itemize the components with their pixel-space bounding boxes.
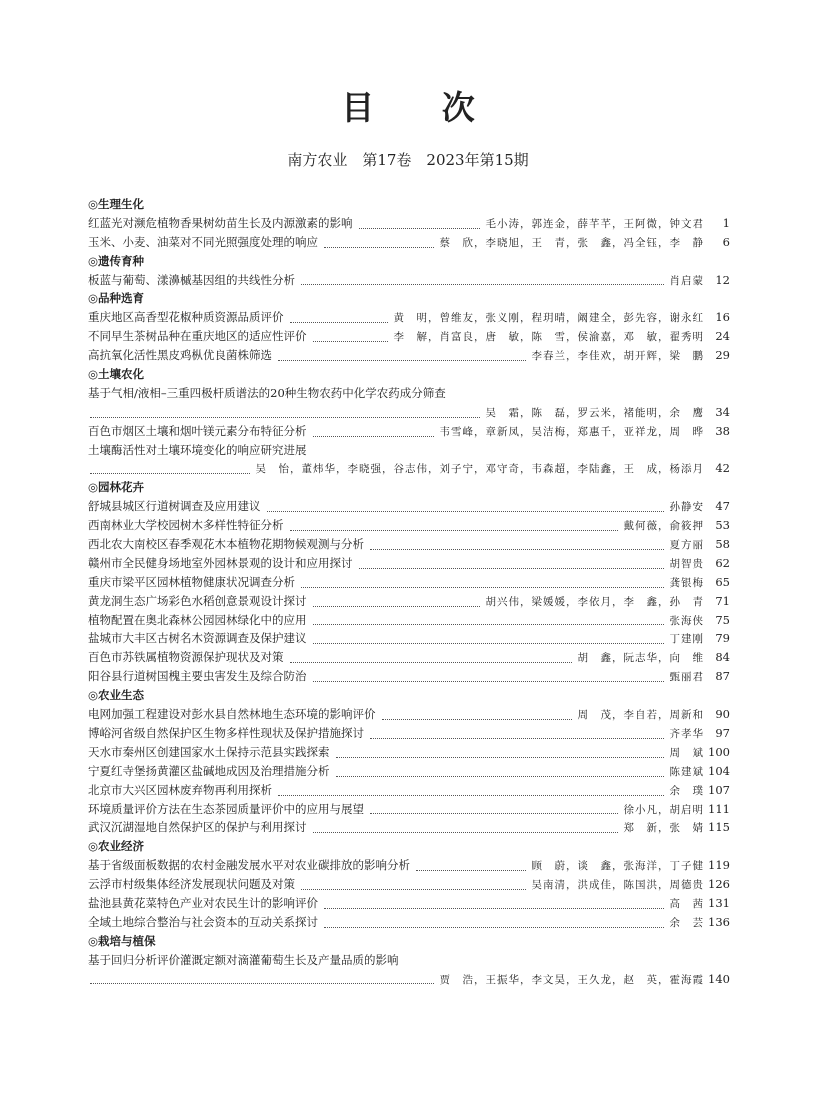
toc-entry-continuation[interactable] — [88, 970, 730, 989]
section-heading: ◎农业经济 — [88, 839, 145, 854]
toc-entry[interactable] — [88, 327, 730, 346]
entry-authors: 胡 鑫，阮志华，向 维 — [577, 652, 704, 665]
toc-entry[interactable] — [88, 573, 730, 592]
dot-leader — [267, 511, 664, 512]
entry-page: 42 — [715, 461, 730, 476]
toc-entry-continuation[interactable] — [88, 459, 730, 478]
toc-entry[interactable] — [88, 214, 730, 233]
entry-title: 不同早生茶树品种在重庆地区的适应性评价 — [88, 329, 307, 344]
toc-entry[interactable] — [88, 781, 730, 800]
dot-leader — [359, 568, 664, 569]
entry-title: 植物配置在奥北森林公园园林绿化中的应用 — [88, 612, 307, 627]
section-heading: ◎农业生态 — [88, 688, 145, 703]
entry-page: 1 — [722, 215, 730, 230]
toc-entry[interactable] — [88, 724, 730, 743]
toc-entry[interactable] — [88, 913, 730, 932]
entry-page: 53 — [715, 518, 730, 533]
dot-leader — [382, 719, 572, 720]
toc-entry[interactable] — [88, 516, 730, 535]
entry-title: 西南林业大学校园树木多样性特征分析 — [88, 518, 284, 533]
entry-page: 97 — [715, 725, 730, 740]
toc-entry[interactable] — [88, 497, 730, 516]
table-of-contents — [88, 195, 730, 988]
entry-authors: 贾 浩，王振华，李文昊，王久龙，赵 英，霍海霞 — [439, 973, 704, 986]
entry-page: 107 — [708, 782, 730, 797]
dot-leader — [370, 813, 618, 814]
entry-authors: 高 茜 — [669, 897, 704, 910]
toc-entry[interactable] — [88, 667, 730, 686]
entry-page: 29 — [715, 348, 730, 363]
entry-title: 板蓝与葡萄、漾濞槭基因组的共线性分析 — [88, 272, 295, 287]
entry-title: 云浮市村级集体经济发展现状问题及对策 — [88, 877, 295, 892]
entry-title: 北京市大兴区园林废弃物再利用探析 — [88, 782, 272, 797]
toc-entry[interactable] — [88, 648, 730, 667]
entry-page: 6 — [722, 234, 730, 249]
entry-title: 玉米、小麦、油菜对不同光照强度处理的响应 — [88, 234, 318, 249]
entry-page: 58 — [715, 537, 730, 552]
journal-issue: 南方农业 第17卷 2023年第15期 — [287, 151, 529, 169]
entry-page: 115 — [708, 820, 730, 835]
dot-leader — [90, 473, 250, 474]
entry-title: 盐池县黄花菜特色产业对农民生计的影响评价 — [88, 895, 318, 910]
toc-entry[interactable] — [88, 818, 730, 837]
entry-page: 12 — [715, 272, 730, 287]
dot-leader — [336, 757, 664, 758]
dot-leader — [336, 776, 664, 777]
entry-title: 舒城县城区行道树调查及应用建议 — [88, 499, 261, 514]
entry-authors: 丁建刚 — [669, 633, 704, 646]
toc-entry[interactable] — [88, 346, 730, 365]
entry-authors: 甄丽君 — [669, 671, 704, 684]
entry-page: 100 — [708, 744, 730, 759]
entry-page: 87 — [715, 669, 730, 684]
toc-entry[interactable] — [88, 762, 730, 781]
entry-title: 环境质量评价方法在生态茶园质量评价中的应用与展望 — [88, 801, 364, 816]
toc-entry[interactable] — [88, 611, 730, 630]
toc-entry[interactable] — [88, 554, 730, 573]
dot-leader — [359, 228, 480, 229]
entry-authors: 夏方丽 — [669, 539, 704, 552]
entry-title: 百色市烟区土壤和烟叶镁元素分布特征分析 — [88, 423, 307, 438]
entry-title: 博峪河省级自然保护区生物多样性现状及保护措施探讨 — [88, 725, 364, 740]
dot-leader — [290, 322, 388, 323]
entry-page: 79 — [715, 631, 730, 646]
entry-authors: 孙静安 — [669, 501, 704, 514]
section-heading: ◎栽培与植保 — [88, 933, 156, 948]
entry-page: 38 — [715, 423, 730, 438]
entry-title: 盐城市大丰区古树名木资源调查及保护建议 — [88, 631, 307, 646]
entry-authors: 韦雪峰，章新凤，吴洁梅，郑惠千，亚祥龙，周 晔 — [439, 425, 704, 438]
entry-authors: 吴南清，洪成佳，陈国洪，周德贵 — [531, 879, 704, 892]
entry-page: 65 — [715, 574, 730, 589]
dot-leader — [278, 795, 664, 796]
entry-page: 126 — [708, 877, 730, 892]
entry-authors: 余 璞 — [669, 784, 704, 797]
section-heading: ◎遗传育种 — [88, 253, 145, 268]
entry-title[interactable]: 基于回归分析评价灌溉定额对滴灌葡萄生长及产量品质的影响 — [88, 952, 399, 967]
toc-entry[interactable] — [88, 894, 730, 913]
dot-leader — [324, 908, 664, 909]
section-heading: ◎园林花卉 — [88, 480, 145, 495]
section-heading: ◎土壤农化 — [88, 367, 145, 382]
toc-entry[interactable] — [88, 233, 730, 252]
entry-authors: 胡兴伟，梁媛媛，李依月，李 鑫，孙 青 — [485, 595, 704, 608]
entry-authors: 毛小涛，郭连金，薛芊芊，王阿微，钟文君 — [485, 217, 704, 230]
dot-leader — [301, 284, 664, 285]
entry-title: 西北农大南校区春季观花木本植物花期物候观测与分析 — [88, 537, 364, 552]
entry-authors: 黄 明，曾维友，张义刚，程玥晴，阚建全，彭先容，谢永红 — [393, 312, 704, 325]
dot-leader — [313, 341, 388, 342]
dot-leader — [313, 624, 664, 625]
dot-leader — [324, 927, 664, 928]
entry-title: 重庆市梁平区园林植物健康状况调查分析 — [88, 574, 295, 589]
toc-entry[interactable] — [88, 592, 730, 611]
entry-title: 红蓝光对濒危植物香果树幼苗生长及内源激素的影响 — [88, 215, 353, 230]
entry-page: 16 — [715, 310, 730, 325]
toc-entry[interactable] — [88, 875, 730, 894]
section-heading: ◎品种选育 — [88, 291, 145, 306]
entry-authors: 李春兰，李佳欢，胡开辉，梁 鹏 — [531, 350, 704, 363]
entry-title: 宁夏红寺堡扬黄灌区盐碱地成因及治理措施分析 — [88, 763, 330, 778]
dot-leader — [370, 549, 664, 550]
toc-entry[interactable] — [88, 629, 730, 648]
entry-page: 62 — [715, 555, 730, 570]
entry-title[interactable]: 基于气相/液相–三重四极杆质谱法的20种生物农药中化学农药成分筛查 — [88, 385, 446, 400]
entry-authors: 徐小凡，胡启明 — [623, 803, 704, 816]
entry-page: 34 — [715, 404, 730, 419]
entry-authors: 李 解，肖富良，唐 敏，陈 雪，侯渝嘉，邓 敏，翟秀明 — [393, 331, 704, 344]
entry-authors: 吴 怡，董炜华，李晓强，谷志伟，刘子宁，邓守奇，韦森超，李陆鑫，王 成，杨添月 — [255, 463, 704, 476]
dot-leader — [313, 832, 618, 833]
entry-page: 84 — [715, 650, 730, 665]
entry-page: 47 — [715, 499, 730, 514]
entry-authors: 龚银梅 — [669, 576, 704, 589]
dot-leader — [324, 247, 434, 248]
entry-authors: 顾 蔚，谈 鑫，张海洋，丁子健 — [531, 860, 704, 873]
entry-page: 90 — [715, 707, 730, 722]
entry-title: 电网加强工程建设对彭水县自然林地生态环境的影响评价 — [88, 707, 376, 722]
entry-title: 天水市秦州区创建国家水土保持示范县实践探索 — [88, 744, 330, 759]
entry-title: 赣州市全民健身场地室外园林景观的设计和应用探讨 — [88, 555, 353, 570]
entry-title: 全域土地综合整治与社会资本的互动关系探讨 — [88, 914, 318, 929]
entry-title: 武汉沉湖湿地自然保护区的保护与利用探讨 — [88, 820, 307, 835]
toc-entry[interactable] — [88, 308, 730, 327]
toc-entry[interactable] — [88, 800, 730, 819]
entry-page: 104 — [708, 763, 730, 778]
entry-authors: 周 斌 — [669, 746, 704, 759]
entry-page: 136 — [708, 914, 730, 929]
entry-authors: 吴 霜，陈 磊，罗云米，褚能明，余 鹰 — [485, 406, 704, 419]
entry-page: 75 — [715, 612, 730, 627]
toc-entry[interactable] — [88, 535, 730, 554]
toc-entry[interactable] — [88, 422, 730, 441]
entry-authors: 肖启蒙 — [669, 274, 704, 287]
entry-authors: 郑 新，张 婧 — [623, 822, 704, 835]
toc-entry-continuation[interactable] — [88, 403, 730, 422]
dot-leader — [416, 870, 526, 871]
toc-entry[interactable] — [88, 271, 730, 290]
entry-title: 阳谷县行道树国槐主要虫害发生及综合防治 — [88, 669, 307, 684]
entry-authors: 周 茂，李自若，周新和 — [577, 709, 704, 722]
entry-page: 119 — [708, 858, 730, 873]
entry-page: 71 — [715, 593, 730, 608]
dot-leader — [313, 436, 434, 437]
entry-authors: 胡智贵 — [669, 557, 704, 570]
entry-page: 131 — [708, 895, 730, 910]
dot-leader — [290, 662, 572, 663]
dot-leader — [313, 643, 664, 644]
entry-authors: 蔡 欣，李晓旭，王 青，张 鑫，冯全钰，李 静 — [439, 236, 704, 249]
entry-title: 高抗氧化活性黑皮鸡枞优良菌株筛选 — [88, 348, 272, 363]
entry-title[interactable]: 土壤酶活性对土壤环境变化的响应研究进展 — [88, 442, 307, 457]
entry-authors: 齐孝华 — [669, 727, 704, 740]
toc-entry[interactable] — [88, 743, 730, 762]
dot-leader — [313, 681, 664, 682]
dot-leader — [90, 983, 434, 984]
entry-title: 百色市苏铁属植物资源保护现状及对策 — [88, 650, 284, 665]
dot-leader — [278, 360, 526, 361]
dot-leader — [313, 606, 480, 607]
entry-title: 黄龙洞生态广场彩色水稻创意景观设计探讨 — [88, 593, 307, 608]
dot-leader — [301, 889, 526, 890]
entry-title: 重庆地区高香型花椒种质资源品质评价 — [88, 310, 284, 325]
dot-leader — [301, 587, 664, 588]
entry-page: 140 — [708, 971, 730, 986]
toc-entry[interactable] — [88, 705, 730, 724]
entry-authors: 陈建斌 — [669, 765, 704, 778]
section-heading: ◎生理生化 — [88, 197, 145, 211]
entry-title: 基于省级面板数据的农村金融发展水平对农业碳排放的影响分析 — [88, 858, 410, 873]
entry-authors: 张海侠 — [669, 614, 704, 627]
toc-entry[interactable] — [88, 856, 730, 875]
dot-leader — [90, 417, 480, 418]
entry-page: 111 — [708, 801, 730, 816]
entry-authors: 余 芸 — [669, 916, 704, 929]
entry-authors: 戴何薇，俞筱押 — [623, 520, 704, 533]
page-title: 目 次 — [341, 88, 503, 127]
dot-leader — [370, 738, 664, 739]
dot-leader — [290, 530, 618, 531]
entry-page: 24 — [715, 329, 730, 344]
